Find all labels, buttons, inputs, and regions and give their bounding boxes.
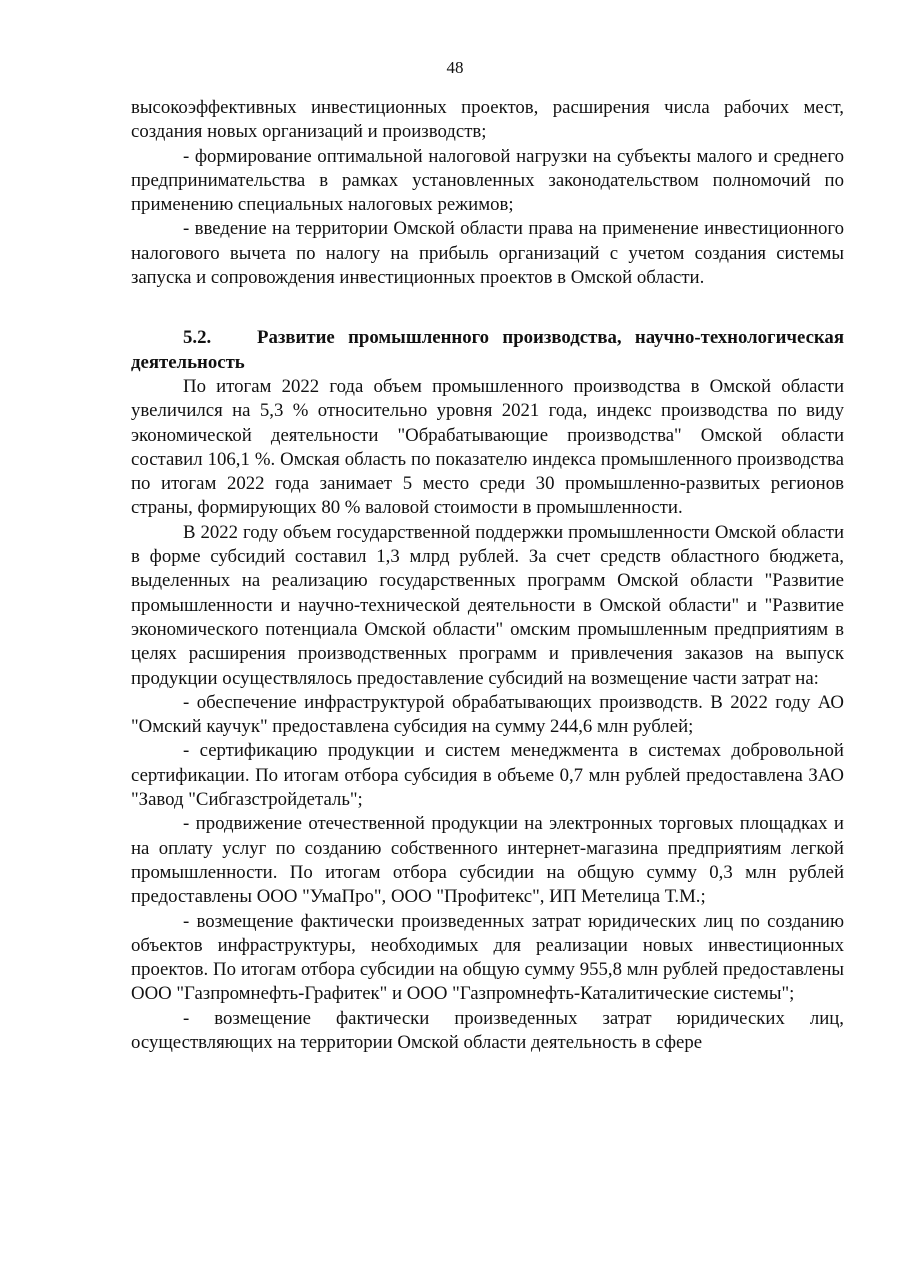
paragraph-production-results: По итогам 2022 года объем промышленного производства в Омской области увеличился на 5,3 % относительно уровня 2021 года, индекс производства по виду экономической деятельности "Обрабатывающие производства" Омской области составил 106,1 %. Омская область по показателю индекса промышленного производства по итогам 2022 года занимает 5 место среди 30 промышленно-развитых регионов страны, формирующих 80 % валовой стоимости в промышленности. xyxy=(131,375,844,519)
section-number: 5.2. xyxy=(183,327,212,349)
paragraph-state-support: В 2022 году объем государственной поддержки промышленности Омской области в форме субсидий составил 1,3 млрд рублей. За счет средств областного бюджета, выделенных на реализацию государственных программ Омской области "Развитие промышленности и научно-технической деятельности в Омской области" и "Развитие экономического потенциала Омской области" омским промышленным предприятиям в целях расширения производственных программ и привлечения заказов на выпуск продукции осуществлялось предоставление субсидий на возмещение части затрат на: xyxy=(131,521,844,689)
paragraph-continuation: высокоэффективных инвестиционных проектов, расширения числа рабочих мест, создания новых организаций и производств; xyxy=(131,97,844,143)
page-number: 48 xyxy=(446,58,464,77)
page-content xyxy=(131,96,844,1055)
list-item-e-commerce: - продвижение отечественной продукции на электронных торговых площадках и на оплату услуг по созданию собственного интернет-магазина предприятиям легкой промышленности. По итогам отбора субсидии на общую сумму 0,3 млн рублей предоставлены ООО "УмаПро", ООО "Профитекс", ИП Метелица Т.М.; xyxy=(131,813,844,908)
section-heading xyxy=(131,326,844,375)
list-item-infrastructure: - обеспечение инфраструктурой обрабатывающих производств. В 2022 году АО "Омский каучук" предоставлена субсидия на сумму 244,6 млн рублей; xyxy=(131,691,844,738)
section-title: Развитие промышленного производства, научно-технологическая деятельность xyxy=(131,327,844,373)
list-item-certification: - сертификацию продукции и систем менеджмента в системах добровольной сертификации. По итогам отбора субсидия в объеме 0,7 млн рублей предоставлена ЗАО "Завод "Сибгазстройдеталь"; xyxy=(131,740,844,811)
list-item-investment-deduction: - введение на территории Омской области права на применение инвестиционного налогового вычета по налогу на прибыль организаций с учетом создания системы запуска и сопровождения инвестиционных проектов в Омской области. xyxy=(131,218,844,289)
list-item-infrastructure-objects: - возмещение фактически произведенных затрат юридических лиц по созданию объектов инфраструктуры, необходимых для реализации новых инвестиционных проектов. По итогам отбора субсидии на общую сумму 955,8 млн рублей предоставлены ООО "Газпромнефть-Графитек" и ООО "Газпромнефть-Каталитические системы"; xyxy=(131,910,844,1005)
list-item-tax-burden: - формирование оптимальной налоговой нагрузки на субъекты малого и среднего предпринимательства в рамках установленных законодательством полномочий по применению специальных налоговых режимов; xyxy=(131,145,844,216)
list-item-expense-reimbursement: - возмещение фактически произведенных затрат юридических лиц, осуществляющих на территории Омской области деятельность в сфере xyxy=(131,1007,844,1053)
